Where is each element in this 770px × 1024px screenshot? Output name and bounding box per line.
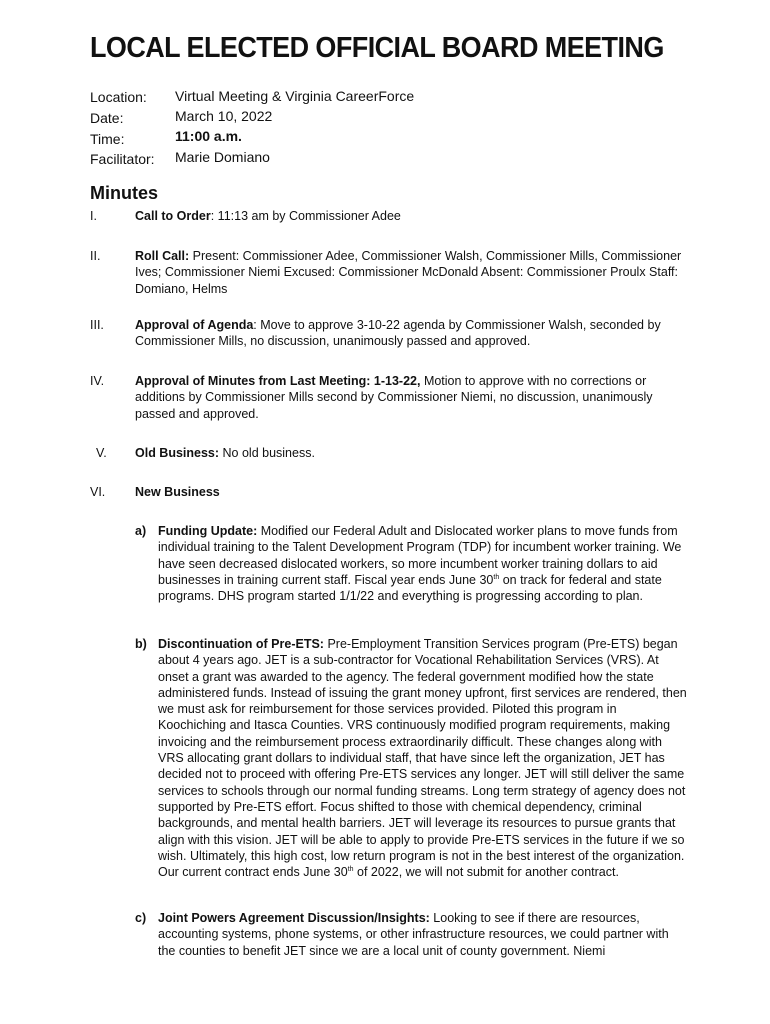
- sub-item-heading: Funding Update:: [158, 524, 258, 538]
- location-value: Virtual Meeting & Virginia CareerForce: [175, 88, 415, 104]
- item-heading: New Business: [135, 485, 220, 499]
- sub-item-text-cont: on track for federal and state programs. DHS program started 1/1/22 and everything is progressing according to plan.: [158, 572, 662, 604]
- item-heading: Old Business:: [135, 446, 220, 460]
- item-number: IV.: [90, 374, 105, 388]
- sub-item-discontinuation-pre-ets: [158, 636, 688, 880]
- agenda-item-call-to-order: [135, 208, 695, 224]
- item-heading: Approval of Minutes from Last Meeting: 1-13-22,: [135, 374, 421, 388]
- agenda-item-old-business: [135, 445, 695, 461]
- sub-item-funding-update: [158, 523, 688, 604]
- item-number: I.: [90, 209, 97, 223]
- sub-item-text: Pre-Employment Transition Services program (Pre-ETS) began about 4 years ago. JET is a sub-contractor for Vocational Rehabilitation Services (VRS). At onset a grant was awarded to the agency. The federal government modified how the state administered funds. Instead of issuing the grant money upfront, first services are rendered, then we must ask for reimbursement for those services provided. Piloted this program in Koochiching and Itasca Counties. VRS continuously modified program requirements, making invoicing and the reimbursement process extraordinarily difficult. These changes along with VRS allocating grant dollars to individual staff, that have since left the organization, JET has decided not to proceed with offering Pre-ETS services any longer. JET will still deliver the same services to schools through our normal funding streams. Long term strategy of agency does not supported by Pre-ETS effort. Focus shifted to those with chemical dependency, criminal backgrounds, and mental health barriers. JET will leverage its resources to pursue grants that align with this vision. JET will be able to apply to provide Pre-ETS services in the future if we so wish. Ultimately, this high cost, low return program is not in the best interest of the organization. Our current contract ends June 30: [158, 637, 687, 880]
- time-label: Time:: [90, 131, 125, 147]
- agenda-item-approval-of-agenda: [135, 317, 695, 350]
- item-text: No old business.: [219, 446, 315, 460]
- sub-item-text: Looking to see if there are resources, accounting systems, phone systems, or other infrastructure resources, we could partner with the counties to benefit JET since we are a local unit of county government. Niemi: [158, 911, 669, 958]
- item-number: II.: [90, 249, 101, 263]
- item-text: Motion to approve with no corrections or additions by Commissioner Mills second by Commissioner Niemi, no discussion, unanimously passed and approved.: [135, 374, 653, 421]
- item-heading: Call to Order: [135, 209, 211, 223]
- agenda-item-roll-call: [135, 248, 695, 297]
- facilitator-label: Facilitator:: [90, 151, 155, 167]
- sub-item-text: Modified our Federal Adult and Dislocated worker plans to move funds from individual training to the Talent Development Program (TDP) for incumbent worker training. We have seen decreased dislocated workers, so more incumbent worker training dollars to aid businesses in training current staff. Fiscal year ends June 30: [158, 524, 682, 587]
- sub-item-heading: Discontinuation of Pre-ETS:: [158, 637, 324, 651]
- time-value: 11:00 a.m.: [175, 128, 242, 144]
- sub-item-text-cont: of 2022, we will not submit for another contract.: [353, 865, 619, 880]
- sub-item-letter: c): [135, 911, 147, 925]
- sub-item-heading: Joint Powers Agreement Discussion/Insights:: [158, 911, 430, 925]
- agenda-item-approval-of-minutes: [135, 373, 695, 422]
- document-title: LOCAL ELECTED OFFICIAL BOARD MEETING: [90, 32, 664, 64]
- item-number: VI.: [90, 485, 106, 499]
- sub-item-joint-powers-agreement: [158, 910, 688, 959]
- item-text: : 11:13 am by Commissioner Adee: [210, 209, 401, 223]
- date-value: March 10, 2022: [175, 108, 273, 124]
- item-heading: Roll Call:: [135, 249, 190, 263]
- item-text: : Move to approve 3-10-22 agenda by Commissioner Walsh, seconded by Commissioner Mills, no discussion, unanimously passed and approved.: [135, 318, 661, 349]
- location-label: Location:: [90, 89, 147, 105]
- superscript: th: [493, 573, 500, 581]
- agenda-item-new-business: [135, 484, 695, 500]
- item-number: III.: [90, 318, 104, 332]
- superscript: th: [347, 866, 354, 874]
- item-number: V.: [96, 446, 107, 460]
- date-label: Date:: [90, 110, 124, 126]
- item-text: Present: Commissioner Adee, Commissioner Walsh, Commissioner Mills, Commissioner Ives; Commissioner Niemi Excused: Commissioner McDonald Absent: Commissioner Proulx Staff: Domiano, Helms: [135, 249, 682, 296]
- sub-item-letter: a): [135, 524, 147, 538]
- sub-item-letter: b): [135, 637, 147, 651]
- minutes-heading: Minutes: [90, 183, 159, 203]
- facilitator-value: Marie Domiano: [175, 149, 270, 165]
- item-heading: Approval of Agenda: [135, 318, 254, 332]
